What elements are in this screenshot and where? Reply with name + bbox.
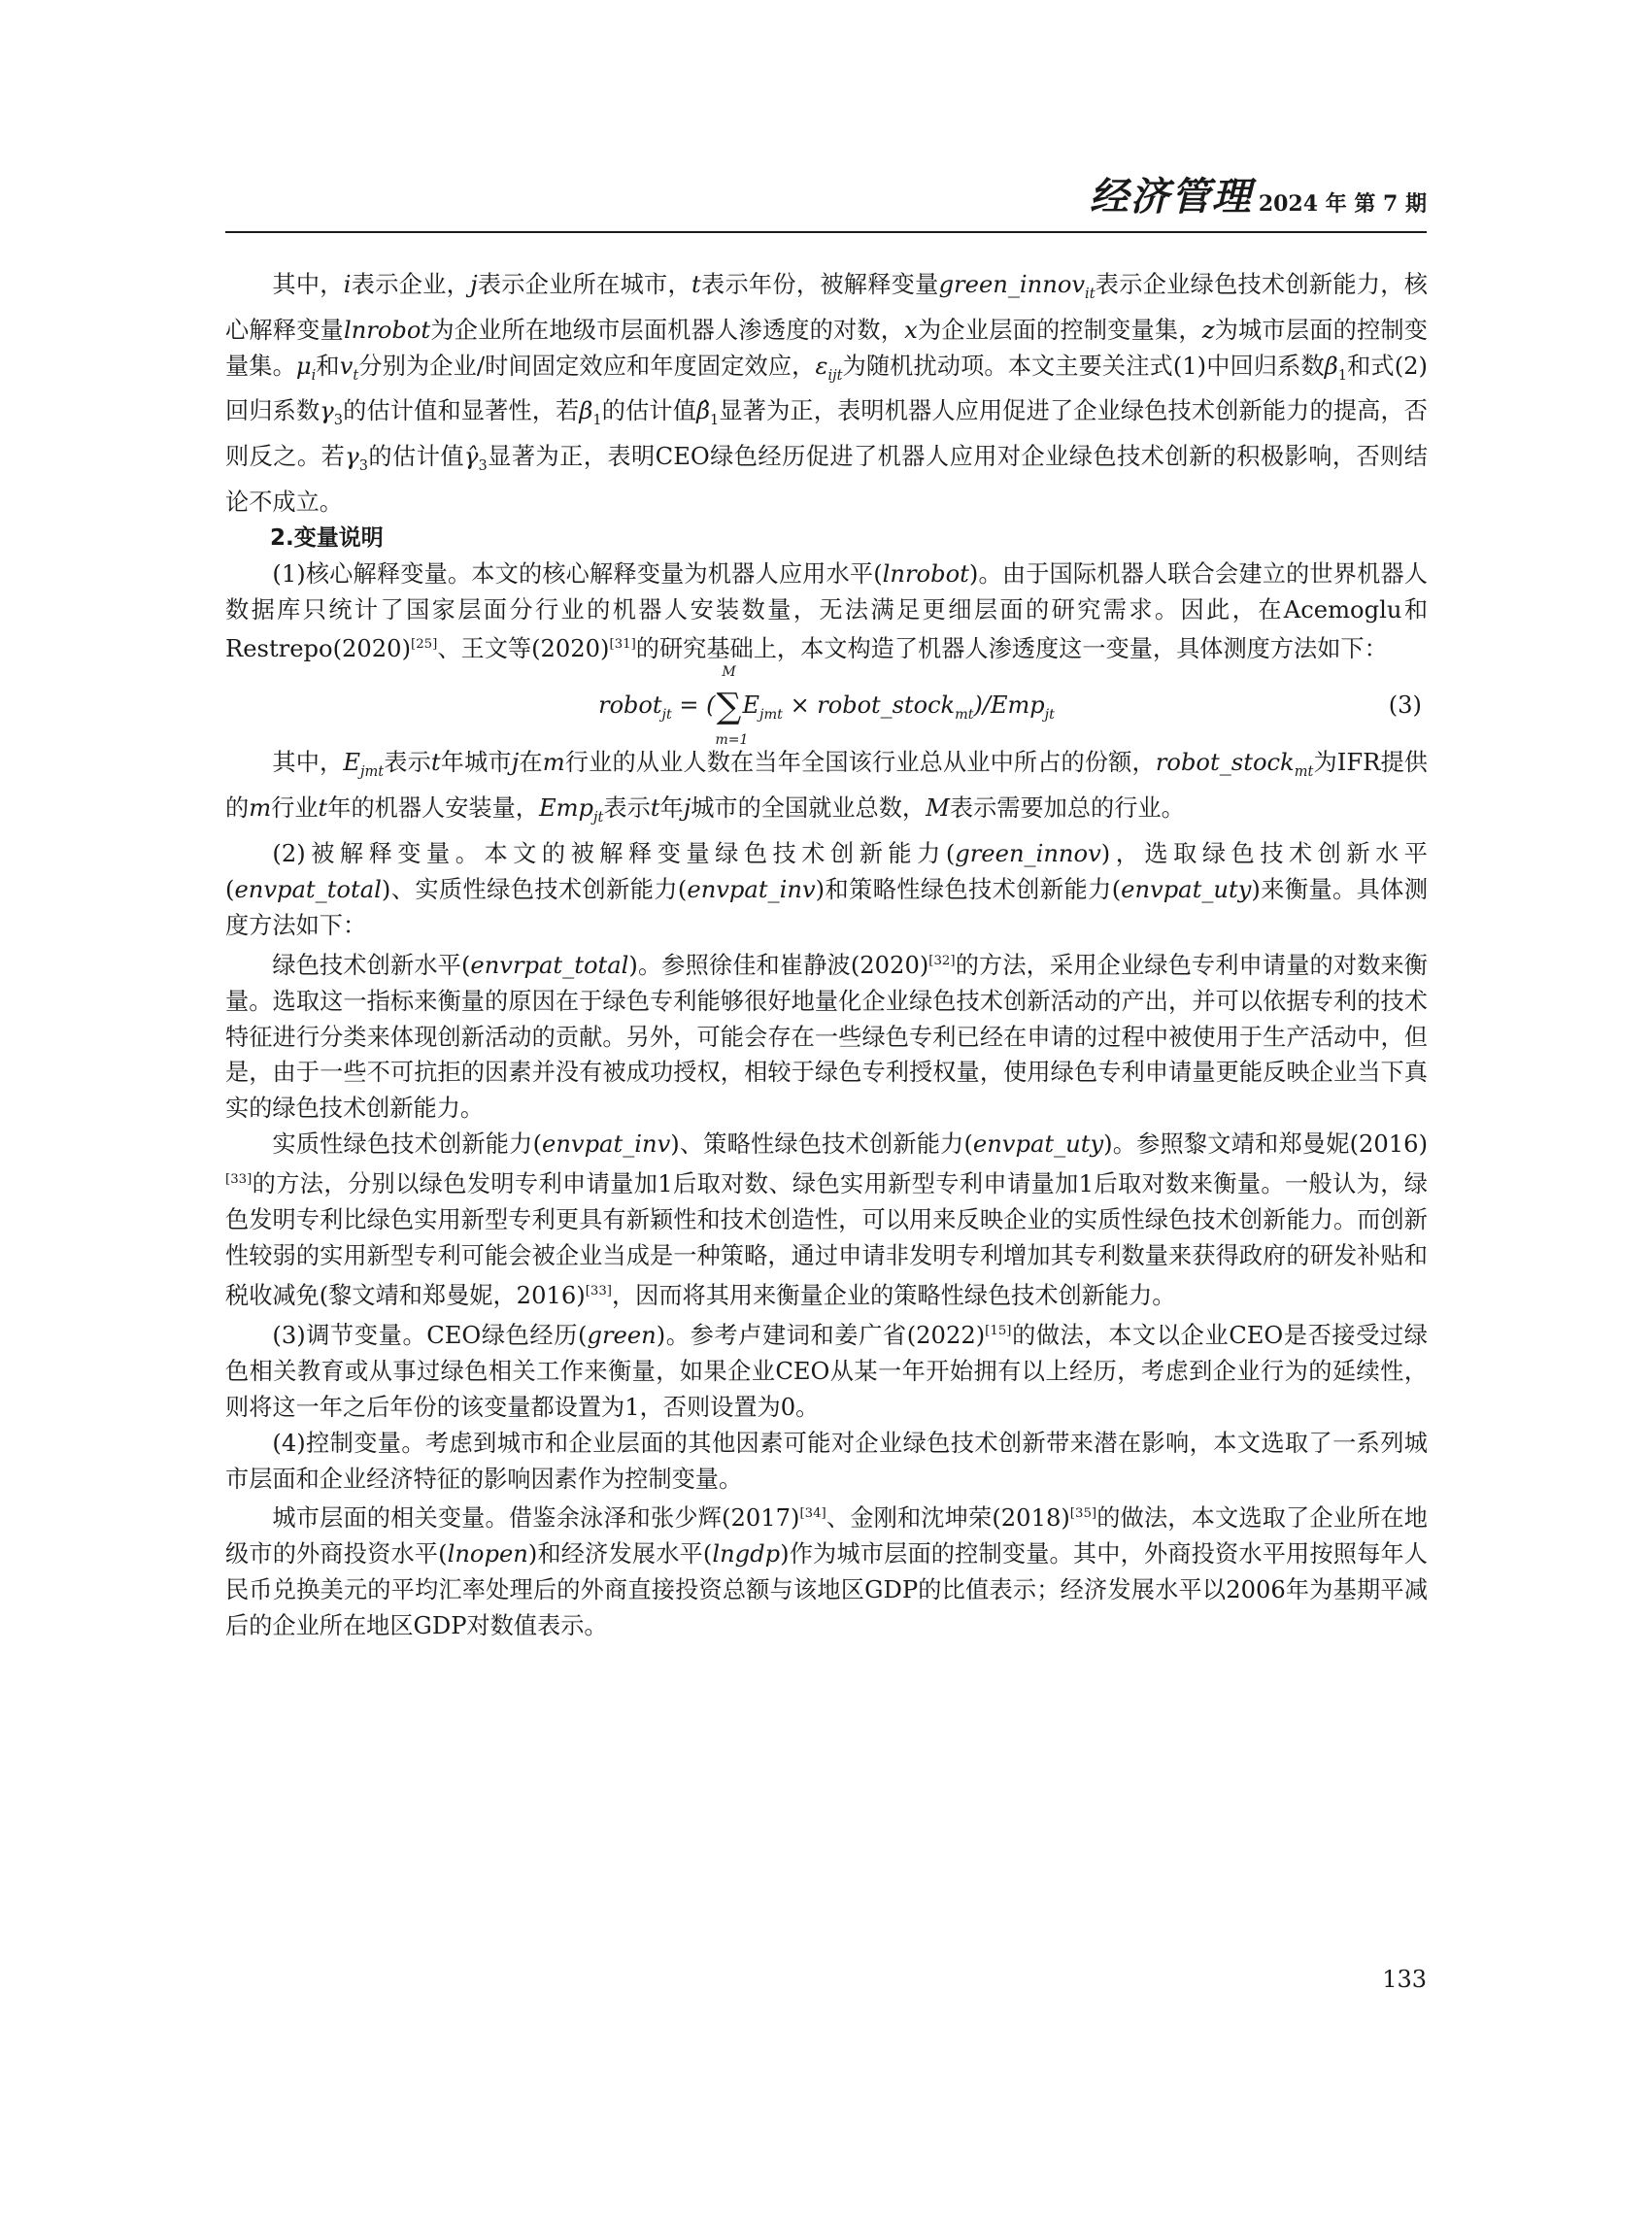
paragraph-moderator: (3)调节变量。CEO绿色经历(green)。参考卢建词和姜广省(2022)[15]的做法，本文以企业CEO是否接受过绿色相关教育或从事过绿色相关工作来衡量，如果企业CEO从某一年开始拥有以上经历，考虑到企业行为的延续性，则将这一年之后年份的该变量都设置为1，否则设置为0。 (225, 1321, 1428, 1421)
paragraph-green-innovation-level: 绿色技术创新水平(envrpat_total)。参照徐佳和崔静波(2020)[32]的方法，采用企业绿色专利申请量的对数来衡量。选取这一指标来衡量的原因在于绿色专利能够很好地量化企业绿色技术创新活动的产出，并可以依据专利的技术特征进行分类来体现创新活动的贡献。另外，可能会存在一些绿色专利已经在申请的过程中被使用于生产活动中，但是，由于一些不可抗拒的因素并没有被成功授权，相较于绿色专利授权量，使用绿色专利申请量更能反映企业当下真实的绿色技术创新能力。 (225, 951, 1428, 1123)
journal-title: 经济管理 (1089, 174, 1253, 219)
running-header (225, 173, 1427, 233)
paragraph-equation-explanation: 其中，$E_{jmt}$表示t年城市j在m行业的从业人数在当年全国该行业总从业中所占的份额，robot_stock$_{mt}$为IFR提供的m行业t年的机器人安装量，Emp$_{jt}$表示t年j城市的全国就业总数，M表示需要加总的行业。 (225, 749, 1428, 826)
main-body (225, 267, 1428, 1644)
paragraph-model-explanation: 其中，i表示企业，j表示企业所在城市，t表示年份，被解释变量green_innov$_{it}$表示企业绿色技术创新能力，核心解释变量lnrobot为企业所在地级市层面机器人渗透度的对数，x为企业层面的控制变量集，z为城市层面的控制变量集。$\mu_i$和$v_t$分别为企业/时间固定效应和年度固定效应，$\varepsilon_{ijt}$为随机扰动项。本文主要关注式(1)中回归系数$\beta_1$和式(2)回归系数$\gamma_3$的估计值和显著性，若$\beta_1$的估计值$\betâ_1$显著为正，表明机器人应用促进了企业绿色技术创新能力的提高，否则反之。若$\gamma_3$的估计值$\gammâ_3$显著为正，表明CEO绿色经历促进了机器人应用对企业绿色技术创新的积极影响，否则结论不成立。 (225, 271, 1428, 516)
journal-issue: 2024 年 第 7 期 (1258, 191, 1427, 217)
equation-number: (3) (1388, 691, 1422, 720)
equation-body: robot$_{jt}$ = (∑ M m=1 $E_{jmt}$ × robot_stock$_{mt}$)/Emp$_{jt}$ (598, 663, 1055, 748)
section-heading: 2.变量说明 (270, 524, 384, 551)
summation-symbol: ∑ M m=1 (715, 663, 749, 748)
equation-3 (225, 663, 1428, 748)
paragraph-substantive-strategic: 实质性绿色技术创新能力(envpat_inv)、策略性绿色技术创新能力(envpat_uty)。参照黎文靖和郑曼妮(2016)[33]的方法，分别以绿色发明专利申请量加1后取对数、绿色实用新型专利申请量加1后取对数来衡量。一般认为，绿色发明专利比绿色实用新型专利更具有新颖性和技术创造性，可以用来反映企业的实质性绿色技术创新能力。而创新性较弱的实用新型专利可能会被企业当成是一种策略，通过申请非发明专利增加其专利数量来获得政府的研发补贴和税收减免(黎文靖和郑曼妮，2016)[33]，因而将其用来衡量企业的策略性绿色技术创新能力。 (225, 1130, 1429, 1309)
paragraph-control-variables: (4)控制变量。考虑到城市和企业层面的其他因素可能对企业绿色技术创新带来潜在影响，本文选取了一系列城市层面和企业经济特征的影响因素作为控制变量。 (225, 1429, 1428, 1493)
paragraph-dependent-variable: (2)被解释变量。本文的被解释变量绿色技术创新能力(green_innov)，选取绿色技术创新水平(envpat_total)、实质性绿色技术创新能力(envpat_inv)和策略性绿色技术创新能力(envpat_uty)来衡量。具体测度方法如下： (225, 839, 1429, 939)
paragraph-core-variable: (1)核心解释变量。本文的核心解释变量为机器人应用水平(lnrobot)。由于国际机器人联合会建立的世界机器人数据库只统计了国家层面分行业的机器人安装数量，无法满足更细层面的研究需求。因此，在Acemoglu和Restrepo(2020)[25]、王文等(2020)[31]的研究基础上，本文构造了机器人渗透度这一变量，具体测度方法如下： (225, 559, 1428, 663)
page-number: 133 (1382, 1966, 1427, 1993)
paragraph-city-variables: 城市层面的相关变量。借鉴余泳泽和张少辉(2017)[34]、金刚和沈坤荣(2018)[35]的做法，本文选取了企业所在地级市的外商投资水平(lnopen)和经济发展水平(lngdp)作为城市层面的控制变量。其中，外商投资水平用按照每年人民币兑换美元的平均汇率处理后的外商直接投资总额与该地区GDP的比值表示；经济发展水平以2006年为基期平减后的企业所在地区GDP对数值表示。 (225, 1504, 1428, 1640)
